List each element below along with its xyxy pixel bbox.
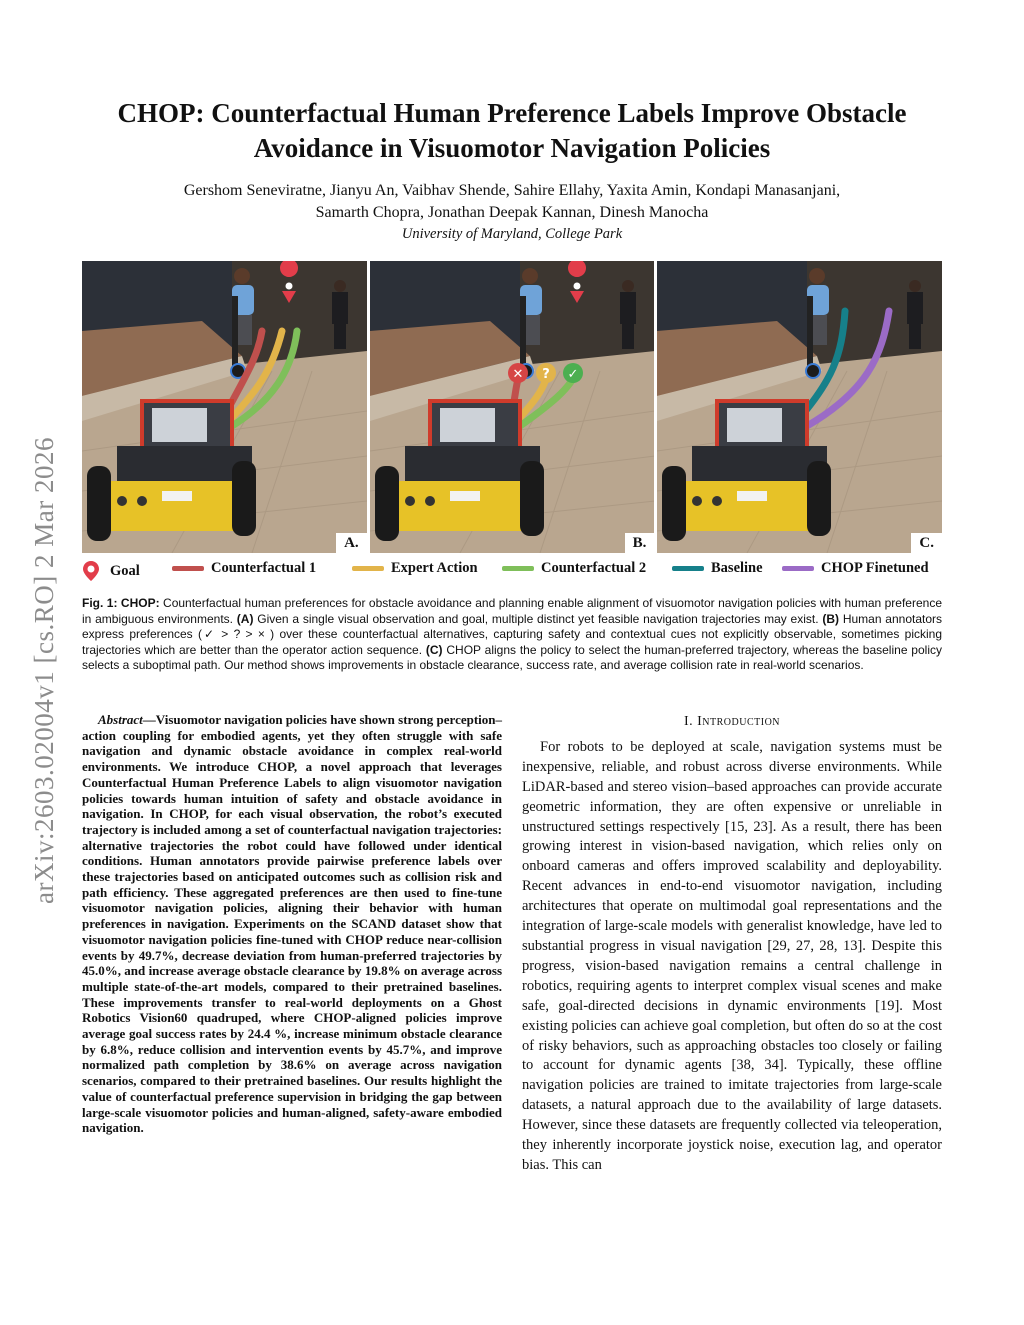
legend-item-goal [82,560,140,582]
caption-c-label: (C) [425,642,443,657]
abstract-text: —Visuomotor navigation policies have shown strong perception–action coupling for embodied agents, yet they often struggle with safe navigation and dynamic obstacle avoidance in complex real-world environments. We introduce CHOP, a novel approach that leverages Counterfactual Human Preference Labels to align visuomotor navigation policies towards human intuition of safety and obstacle avoidance in navigation. In CHOP, for each visual observation, the robot’s executed trajectory is included among a set of counterfactual navigation trajectories: alternative trajectories the robot could have followed under identical conditions. Human annotators provide pairwise preference labels over these trajectories based on anticipated outcomes such as collision risk and path efficiency. These aggregated preferences are then used to fine-tune visuomotor navigation policies, aligning their behavior with human preferences in navigation. Experiments on the SCAND dataset show that visuomotor navigation policies fine-tuned with CHOP reduce near-collision events by 49.7%, decrease deviation from human-preferred trajectories by 45.0%, and increase average obstacle clearance by 19.8% on average across multiple state-of-the-art models, compared to their pretrained baselines. These improvements transfer to real-world deployments on a Ghost Robotics Vision60 quadruped, where CHOP-aligned policies improve average goal success rates by 24.4 %, increase minimum obstacle clearance by 6.8%, reduce collision and intervention events by 45.7%, and improve normalized path completion by 38.6% on average across navigation scenarios, compared to their pretrained baselines. Our results highlight the value of counterfactual preference supervision in bridging the gap between large-scale visuomotor policies and human-aligned, safety-aware embodied navigation. [82,712,503,1136]
caption-b-label: (B) [822,611,840,626]
author-line-1: Gershom Seneviratne, Jianyu An, Vaibhav Shende, Sahire Ellahy, Yaxita Amin, Kondapi Manasanjani, [183,182,841,199]
caption-fig-label: Fig. 1: [82,596,118,610]
caption-text-4: CHOP aligns the policy to select the human-preferred trajectory, whereas the baseline policy selects a suboptimal path. Our method shows improvements in obstacle clearance, success rate, and average collision rate in real-world scenarios. [82,642,942,673]
legend-swatch [502,566,534,571]
caption-text-3: Human annotators express preferences (✓ > ? > × ) over these counterfactual alternatives, capturing safety and contextual cues not explicitly observable, sometimes picking trajectories which are better than the operator action sequence. [82,611,942,657]
legend-item-baseline [672,560,763,577]
svg-text:✓: ✓ [567,367,579,382]
legend-item-chop-finetuned [782,560,929,577]
abstract-label: Abstract [98,712,143,727]
arxiv-identifier [24,380,64,960]
scene-illustration-a [82,261,367,553]
legend-label: Baseline [711,560,763,576]
figure-panel-a [82,261,367,553]
figure-1 [82,261,942,553]
introduction [522,712,942,1176]
legend-label: Counterfactual 2 [541,560,647,576]
panel-label-b: B. [625,533,655,553]
figure-legend [82,558,942,584]
paper-title: CHOP: Counterfactual Human Preference Labels Improve Obstacle Avoidance in Visuomotor Navigation Policies [117,98,907,163]
legend-swatch [172,566,204,571]
legend-label: CHOP Finetuned [821,560,929,576]
abstract [82,712,502,1136]
panel-label-c: C. [911,533,942,553]
figure-panel-c [657,261,942,553]
legend-item-expert-action [352,560,478,577]
section-heading-introduction: I. Introduction [683,714,781,729]
uncertain-question-icon [536,363,556,383]
legend-swatch [352,566,384,571]
preferred-check-icon [563,363,583,383]
legend-swatch [672,566,704,571]
svg-text:✕: ✕ [512,367,524,382]
caption-a-label: (A) [236,611,254,626]
legend-label: Expert Action [391,560,478,576]
legend-swatch [782,566,814,571]
legend-item-counterfactual-2 [502,560,646,577]
scene-illustration-b [370,261,655,553]
caption-text-1: Counterfactual human preferences for obstacle avoidance and planning enable alignment of visuomotor navigation policies with human preference in ambiguous environments. [82,596,942,626]
caption-text-2: Given a single visual observation and goal, multiple distinct yet feasible navigation trajectories may exist. [253,611,823,626]
rejected-cross-icon [508,363,528,383]
scene-illustration-c [657,261,942,553]
legend-label: Counterfactual 1 [211,560,317,576]
author-list [100,180,924,224]
svg-text:?: ? [541,367,550,382]
arxiv-identifier-text: arXiv:2603.02004v1 [cs.RO] 2 Mar 2026 [28,436,59,904]
affiliation: University of Maryland, College Park [401,226,623,242]
author-line-2: Samarth Chopra, Jonathan Deepak Kannan, Dinesh Manocha [315,204,709,221]
legend-item-counterfactual-1 [172,560,316,577]
panel-label-a: A. [336,533,367,553]
intro-paragraph: For robots to be deployed at scale, navigation systems must be inexpensive, reliable, and robust across diverse environments. While LiDAR-based and stereo vision–based approaches can provide accurate geometric information, they are often expensive or unreliable in unstructured settings respectively [15, 23]. As a result, there has been growing interest in vision-based navigation, which relies only on onboard cameras and offers improved scalability and deployability. Recent advances in end-to-end visuomotor navigation, including architectures that operate on multimodal goal representations and the integration of large-scale models with generalist knowledge, have led to substantial progress in visual navigation [29, 27, 28, 13]. Despite this progress, vision-based navigation remains a central challenge in robotics, requiring agents to interpret complex visual scenes and make safe, goal-directed decisions in dynamic environments [19]. Most existing policies can achieve goal completion, but often do so at the cost of risky behaviors, such as approaching obstacles too closely or failing to account for dynamic agents [38, 34]. Typically, these offline navigation policies are trained to imitate trajectories from large-scale datasets, a natural approach due to the availability of large datasets. However, since these datasets are frequently collected via teleoperation, they inherently incorporate joystick noise, execution lag, and operator bias. This can [522,738,942,1173]
goal-pin-icon [82,560,100,582]
figure-caption [82,596,942,674]
legend-label-goal: Goal [110,562,140,579]
abstract-paragraph [82,712,502,1136]
figure-panel-b [370,261,655,553]
caption-chop-label: CHOP: [120,596,160,610]
